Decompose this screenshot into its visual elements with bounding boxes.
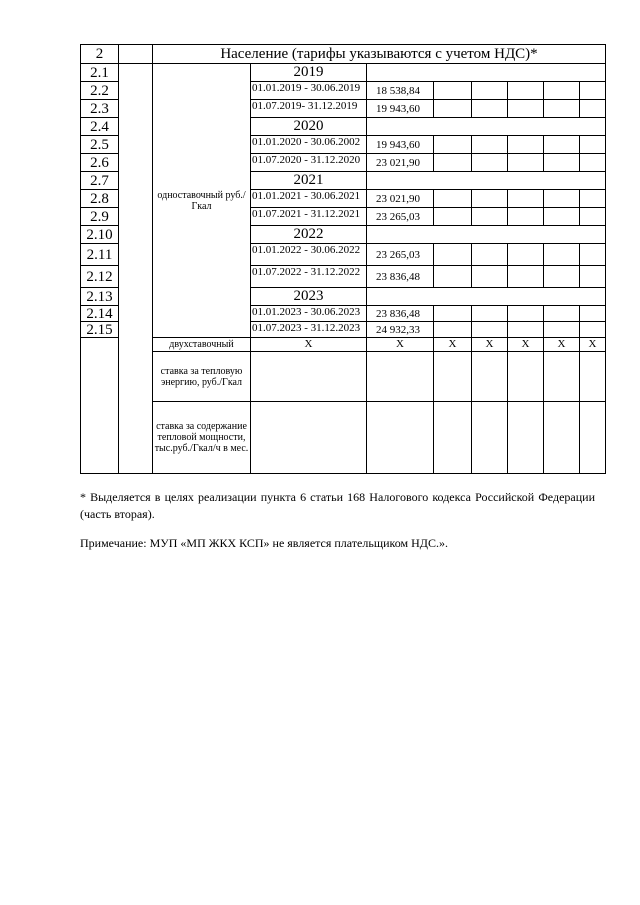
row-number: 2.9 — [81, 208, 119, 226]
row-number: 2.5 — [81, 136, 119, 154]
x-mark: X — [367, 338, 434, 352]
header-row — [81, 45, 606, 64]
tariff-value: 23 836,48 — [367, 306, 434, 322]
tariff-value: 19 943,60 — [367, 100, 434, 118]
x-mark: X — [544, 338, 580, 352]
period-cell: 01.01.2021 - 30.06.2021 — [251, 190, 367, 208]
year-label: 2023 — [251, 288, 367, 306]
header-title: Население (тарифы указываются с учетом НДС)* — [153, 45, 606, 64]
row-number: 2.14 — [81, 306, 119, 322]
capacity-rate-row — [81, 402, 606, 474]
row-number: 2.4 — [81, 118, 119, 136]
period-cell: 01.07.2021 - 31.12.2021 — [251, 208, 367, 226]
x-mark: X — [251, 338, 367, 352]
x-mark: X — [508, 338, 544, 352]
period-cell: 01.01.2019 - 30.06.2019 — [251, 82, 367, 100]
row-number: 2.13 — [81, 288, 119, 306]
row-number: 2.15 — [81, 322, 119, 338]
year-label: 2019 — [251, 64, 367, 82]
tariff-value: 19 943,60 — [367, 136, 434, 154]
tariff-value: 23 021,90 — [367, 154, 434, 172]
row-number: 2.1 — [81, 64, 119, 82]
period-cell: 01.01.2022 - 30.06.2022 — [251, 244, 367, 266]
table-row — [81, 64, 606, 82]
row-number: 2.6 — [81, 154, 119, 172]
energy-rate-row — [81, 352, 606, 402]
period-cell: 01.07.2022 - 31.12.2022 — [251, 266, 367, 288]
period-cell: 01.07.2019- 31.12.2019 — [251, 100, 367, 118]
tariff-value: 23 836,48 — [367, 266, 434, 288]
row-number: 2.11 — [81, 244, 119, 266]
row-number: 2.3 — [81, 100, 119, 118]
row-number: 2.2 — [81, 82, 119, 100]
vat-note: Примечание: МУП «МП ЖКХ КСП» не является плательщиком НДС.». — [80, 536, 448, 550]
year-label: 2020 — [251, 118, 367, 136]
two-rate-label: двухставочный — [153, 338, 251, 352]
tariff-table — [80, 44, 606, 474]
tariff-value: 23 265,03 — [367, 208, 434, 226]
row-number: 2.10 — [81, 226, 119, 244]
footnote: * Выделяется в целях реализации пункта 6 статьи 168 Налогового кодекса Российской Федерации (часть вторая). — [80, 490, 595, 521]
two-rate-row — [81, 338, 606, 352]
single-rate-label: одноставочный руб./Гкал — [153, 64, 251, 338]
energy-rate-label: ставка за тепловую энергию, руб./Гкал — [153, 352, 251, 402]
x-mark: X — [580, 338, 606, 352]
header-row-number: 2 — [81, 45, 119, 64]
year-label: 2021 — [251, 172, 367, 190]
period-cell: 01.01.2020 - 30.06.2002 — [251, 136, 367, 154]
tariff-value: 24 932,33 — [367, 322, 434, 338]
tariff-value: 23 265,03 — [367, 244, 434, 266]
row-number: 2.8 — [81, 190, 119, 208]
row-number: 2.7 — [81, 172, 119, 190]
tariff-value: 23 021,90 — [367, 190, 434, 208]
period-cell: 01.07.2020 - 31.12.2020 — [251, 154, 367, 172]
period-cell: 01.01.2023 - 30.06.2023 — [251, 306, 367, 322]
tariff-value: 18 538,84 — [367, 82, 434, 100]
capacity-rate-label: ставка за содержание тепловой мощности, тыс.руб./Гкал/ч в мес. — [153, 402, 251, 474]
year-label: 2022 — [251, 226, 367, 244]
row-number: 2.12 — [81, 266, 119, 288]
x-mark: X — [434, 338, 472, 352]
x-mark: X — [472, 338, 508, 352]
period-cell: 01.07.2023 - 31.12.2023 — [251, 322, 367, 338]
